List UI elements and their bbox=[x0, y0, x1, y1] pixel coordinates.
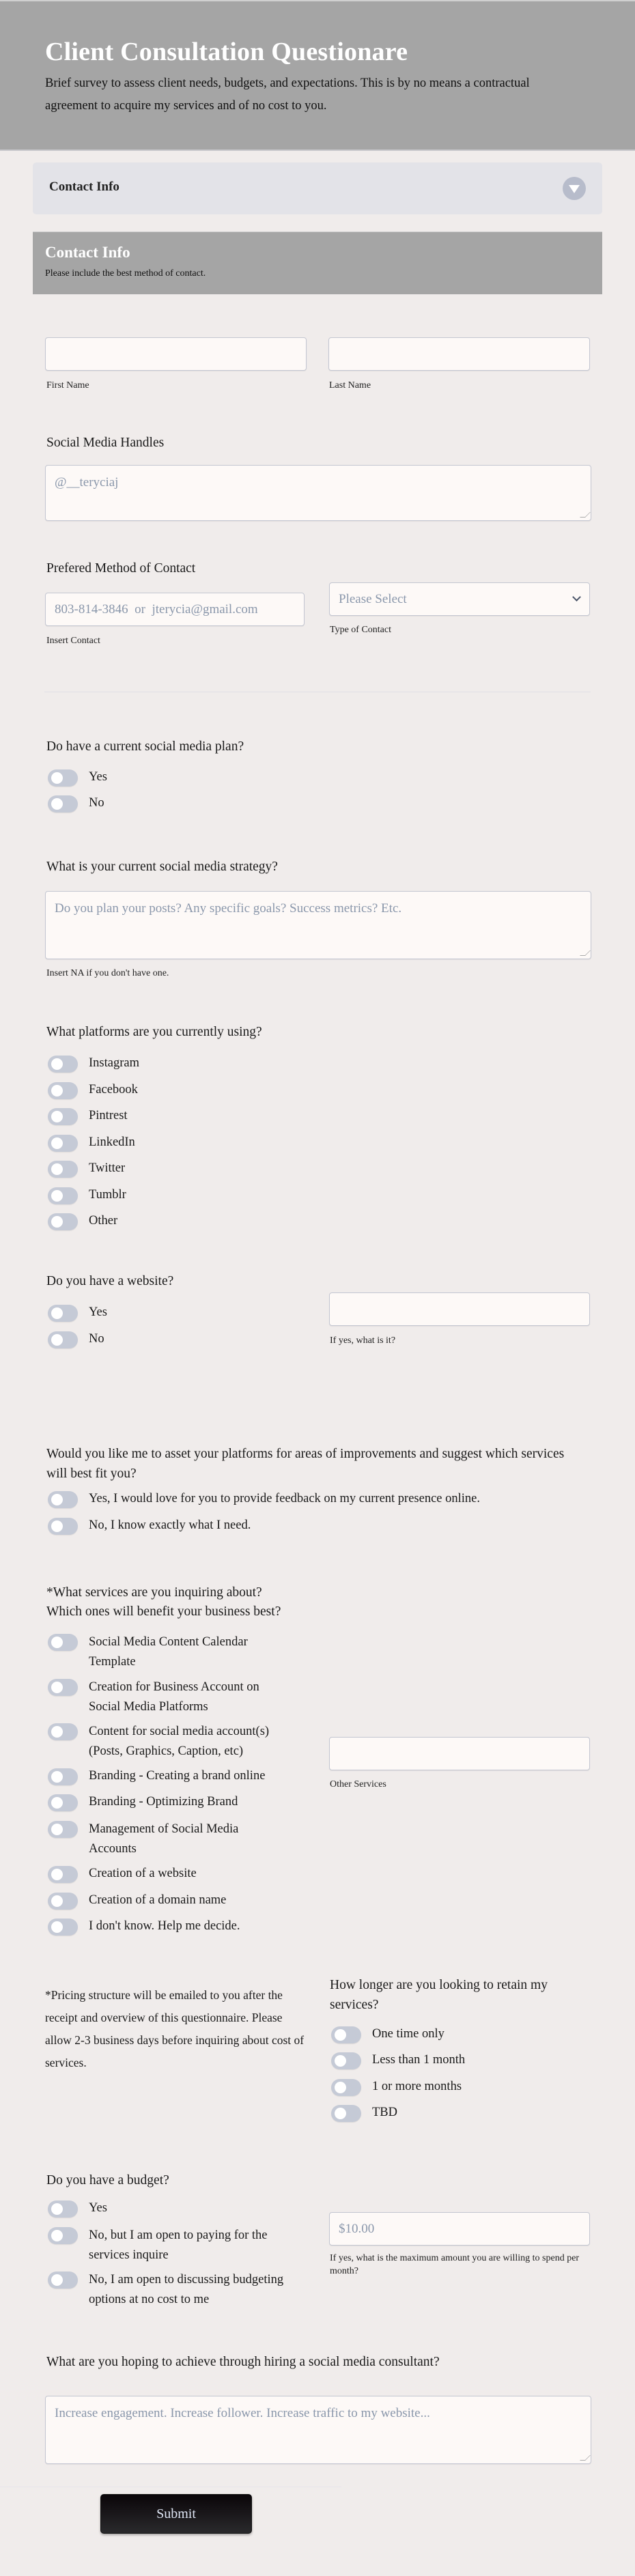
form-header bbox=[0, 0, 635, 151]
toggle-icon[interactable] bbox=[48, 1518, 78, 1535]
retention-option[interactable] bbox=[331, 2026, 444, 2043]
toggle-icon[interactable] bbox=[48, 1919, 78, 1936]
toggle-icon[interactable] bbox=[48, 2271, 78, 2289]
service-option[interactable] bbox=[48, 1723, 300, 1761]
first-name-label: First Name bbox=[46, 380, 89, 391]
option-label: Branding - Creating a brand online bbox=[89, 1769, 266, 1783]
toggle-icon[interactable] bbox=[48, 1821, 78, 1838]
option-label: Yes, I would love for you to provide feedback on my current presence online. bbox=[89, 1492, 481, 1505]
website-url-field[interactable] bbox=[329, 1292, 590, 1326]
contact-info-collapsible[interactable] bbox=[33, 162, 602, 214]
budget-option-yes[interactable] bbox=[48, 2200, 107, 2218]
social-handles-textarea[interactable] bbox=[45, 465, 591, 521]
goals-placeholder: Increase engagement. Increase follower. Increase traffic to my website... bbox=[55, 2406, 430, 2420]
option-label: Management of Social Media Accounts bbox=[89, 1822, 239, 1856]
strategy-textarea[interactable] bbox=[45, 891, 591, 959]
platform-option-facebook[interactable] bbox=[48, 1082, 138, 1099]
budget-option-open-paying[interactable] bbox=[48, 2227, 300, 2265]
option-label: No bbox=[89, 1332, 104, 1346]
toggle-icon[interactable] bbox=[48, 1634, 78, 1651]
toggle-icon[interactable] bbox=[48, 1331, 78, 1348]
service-option[interactable] bbox=[48, 1893, 226, 1910]
service-option[interactable] bbox=[48, 1821, 273, 1859]
toggle-icon[interactable] bbox=[48, 1866, 78, 1883]
section-subtitle: Please include the best method of contact. bbox=[45, 268, 206, 279]
retention-option[interactable] bbox=[331, 2105, 397, 2122]
website-question: Do you have a website? bbox=[46, 1274, 174, 1288]
toggle-icon[interactable] bbox=[48, 2227, 78, 2244]
service-option[interactable] bbox=[48, 1866, 197, 1883]
toggle-icon[interactable] bbox=[331, 2079, 361, 2096]
website-sublabel: If yes, what is it? bbox=[330, 1335, 396, 1346]
budget-question: Do you have a budget? bbox=[46, 2173, 169, 2188]
contact-type-select[interactable] bbox=[329, 582, 590, 616]
option-label: Creation of a website bbox=[89, 1867, 197, 1880]
assessment-option-yes[interactable] bbox=[48, 1491, 480, 1508]
option-label: Social Media Content Calendar Template bbox=[89, 1635, 248, 1669]
website-option-no[interactable] bbox=[48, 1331, 104, 1348]
form-description: Brief survey to assess client needs, budgets, and expectations. This is by no means a contractual agreement to acquire my services and of no cost to you. bbox=[45, 76, 530, 113]
contact-type-sublabel: Type of Contact bbox=[330, 625, 391, 635]
platform-option-instagram[interactable] bbox=[48, 1056, 139, 1073]
collapse-toggle-icon[interactable] bbox=[563, 177, 586, 200]
assessment-question: Would you like me to asset your platforms for areas of improvements and suggest which services will best fit you? bbox=[46, 1447, 565, 1481]
budget-placeholder: $10.00 bbox=[339, 2221, 375, 2236]
toggle-icon[interactable] bbox=[48, 1213, 78, 1230]
collapsible-label: Contact Info bbox=[49, 180, 119, 194]
assessment-option-no[interactable] bbox=[48, 1518, 251, 1535]
last-name-label: Last Name bbox=[329, 380, 371, 391]
goals-textarea[interactable] bbox=[45, 2396, 591, 2464]
social-plan-question: Do have a current social media plan? bbox=[46, 739, 244, 754]
section-title: Contact Info bbox=[45, 244, 130, 261]
option-label: Content for social media account(s) (Posts, Graphics, Caption, etc) bbox=[89, 1725, 270, 1758]
strategy-placeholder: Do you plan your posts? Any specific goals? Success metrics? Etc. bbox=[55, 901, 402, 916]
option-label: LinkedIn bbox=[89, 1135, 135, 1149]
option-label: Instagram bbox=[89, 1056, 139, 1070]
first-name-field[interactable] bbox=[45, 337, 307, 371]
contact-method-label: Prefered Method of Contact bbox=[46, 561, 196, 576]
other-services-label: Other Services bbox=[330, 1779, 386, 1789]
budget-sublabel: If yes, what is the maximum amount you are willing to spend per month? bbox=[330, 2253, 580, 2276]
option-label: Yes bbox=[89, 1305, 107, 1319]
last-name-field[interactable] bbox=[328, 337, 590, 371]
toggle-icon[interactable] bbox=[48, 1082, 78, 1099]
service-option[interactable] bbox=[48, 1919, 240, 1936]
option-label: Creation for Business Account on Social Media Platforms bbox=[89, 1680, 259, 1714]
option-label: Twitter bbox=[89, 1161, 126, 1175]
form-title: Client Consultation Questionare bbox=[45, 38, 408, 66]
budget-option-discuss[interactable] bbox=[48, 2271, 307, 2310]
toggle-icon[interactable] bbox=[48, 1723, 78, 1740]
option-label: TBD bbox=[372, 2106, 397, 2119]
option-label: Other bbox=[89, 1214, 118, 1228]
platform-option-linkedin[interactable] bbox=[48, 1135, 135, 1152]
option-label: One time only bbox=[372, 2027, 444, 2041]
toggle-icon[interactable] bbox=[48, 1794, 78, 1811]
contact-type-selected: Please Select bbox=[339, 591, 407, 606]
submit-button[interactable]: Submit bbox=[100, 2494, 252, 2534]
platform-option-tumblr[interactable] bbox=[48, 1187, 126, 1204]
services-question-line1: *What services are you inquiring about? bbox=[46, 1585, 262, 1600]
website-option-yes[interactable] bbox=[48, 1305, 107, 1322]
service-option[interactable] bbox=[48, 1634, 294, 1672]
toggle-icon[interactable] bbox=[48, 1135, 78, 1152]
option-label: No, I know exactly what I need. bbox=[89, 1518, 251, 1532]
contact-info-section-header bbox=[33, 231, 602, 294]
option-label: Facebook bbox=[89, 1083, 138, 1096]
option-label: No, but I am open to paying for the services inquire bbox=[89, 2228, 268, 2262]
pricing-note: *Pricing structure will be emailed to you after the receipt and overview of this questionnaire. Please allow 2-3 business days before inquiring about cost of services. bbox=[45, 1988, 305, 2069]
social-handles-label: Social Media Handles bbox=[46, 436, 165, 450]
contact-sublabel: Insert Contact bbox=[46, 636, 100, 646]
option-label: No, I am open to discussing budgeting options at no cost to me bbox=[89, 2273, 284, 2306]
option-label: I don't know. Help me decide. bbox=[89, 1919, 240, 1933]
toggle-icon[interactable] bbox=[48, 769, 78, 787]
toggle-icon[interactable] bbox=[331, 2052, 361, 2069]
strategy-question: What is your current social media strategy? bbox=[46, 860, 278, 874]
toggle-icon[interactable] bbox=[48, 1056, 78, 1073]
toggle-icon[interactable] bbox=[48, 1187, 78, 1204]
service-option[interactable] bbox=[48, 1679, 294, 1717]
option-label: Yes bbox=[89, 770, 107, 784]
strategy-sublabel: Insert NA if you don't have one. bbox=[46, 968, 169, 978]
budget-amount-field[interactable] bbox=[329, 2212, 590, 2246]
platform-option-twitter[interactable] bbox=[48, 1161, 125, 1178]
option-label: Creation of a domain name bbox=[89, 1893, 227, 1907]
goals-question: What are you hoping to achieve through hiring a social media consultant? bbox=[46, 2355, 440, 2369]
social-plan-option-yes[interactable] bbox=[48, 769, 107, 787]
social-handles-placeholder: @__teryciaj bbox=[55, 475, 119, 490]
option-label: Pintrest bbox=[89, 1109, 128, 1122]
option-label: Tumblr bbox=[89, 1188, 126, 1202]
chevron-down-icon bbox=[572, 593, 581, 601]
option-label: 1 or more months bbox=[372, 2080, 462, 2093]
toggle-icon[interactable] bbox=[48, 2200, 78, 2218]
contact-input[interactable] bbox=[45, 593, 305, 626]
retention-option[interactable] bbox=[331, 2079, 462, 2096]
contact-placeholder: 803-814-3846 or jterycia@gmail.com bbox=[55, 601, 258, 617]
service-option[interactable] bbox=[48, 1794, 238, 1811]
option-label: Branding - Optimizing Brand bbox=[89, 1795, 238, 1809]
option-label: Yes bbox=[89, 2201, 107, 2215]
toggle-icon[interactable] bbox=[48, 1893, 78, 1910]
toggle-icon[interactable] bbox=[48, 1108, 78, 1125]
retention-option[interactable] bbox=[331, 2052, 465, 2069]
toggle-icon[interactable] bbox=[48, 1679, 78, 1696]
toggle-icon[interactable] bbox=[48, 1768, 78, 1785]
platform-option-other[interactable] bbox=[48, 1213, 117, 1230]
toggle-icon[interactable] bbox=[48, 1305, 78, 1322]
option-label: No bbox=[89, 796, 104, 810]
services-question-line2: Which ones will benefit your business best? bbox=[46, 1604, 281, 1619]
platforms-question: What platforms are you currently using? bbox=[46, 1025, 262, 1039]
toggle-icon[interactable] bbox=[331, 2105, 361, 2122]
service-option[interactable] bbox=[48, 1768, 265, 1785]
platform-option-pintrest[interactable] bbox=[48, 1108, 128, 1125]
option-label: Less than 1 month bbox=[372, 2053, 466, 2067]
retention-question: How longer are you looking to retain my services? bbox=[330, 1978, 548, 2012]
toggle-icon[interactable] bbox=[48, 795, 78, 812]
toggle-icon[interactable] bbox=[48, 1491, 78, 1508]
other-services-field[interactable] bbox=[329, 1737, 590, 1770]
toggle-icon[interactable] bbox=[331, 2026, 361, 2043]
social-plan-option-no[interactable] bbox=[48, 795, 104, 812]
toggle-icon[interactable] bbox=[48, 1161, 78, 1178]
